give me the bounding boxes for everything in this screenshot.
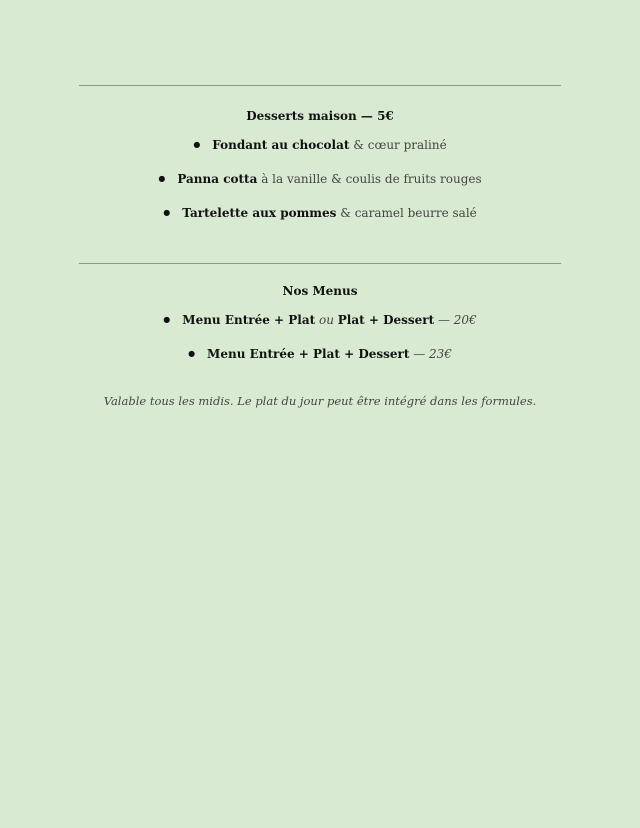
- menu-part: Menu Entrée + Plat: [182, 313, 316, 327]
- menu-part: Menu Entrée + Plat + Dessert: [207, 347, 410, 361]
- list-item: [0, 206, 640, 220]
- item-name: Panna cotta: [177, 172, 258, 186]
- menu-price: — 20€: [437, 313, 477, 327]
- list-item: [0, 138, 640, 152]
- item-desc: & caramel beurre salé: [340, 206, 477, 220]
- divider: [79, 263, 561, 264]
- desserts-heading: Desserts maison — 5€: [246, 109, 394, 123]
- item-name: Tartelette aux pommes: [182, 206, 337, 220]
- list-item: [0, 313, 640, 327]
- list-item: [0, 347, 640, 361]
- menus-note: Valable tous les midis. Le plat du jour peut être intégré dans les formules.: [103, 394, 537, 408]
- menu-part: Plat + Dessert: [337, 313, 435, 327]
- list-item: [0, 172, 640, 186]
- item-desc: à la vanille & coulis de fruits rouges: [261, 172, 482, 186]
- divider: [79, 85, 561, 86]
- item-name: Fondant au chocolat: [212, 138, 350, 152]
- item-desc: & cœur praliné: [353, 138, 447, 152]
- menu-or: ou: [318, 313, 334, 327]
- menu-price: — 23€: [413, 347, 452, 361]
- menus-heading: Nos Menus: [282, 284, 358, 298]
